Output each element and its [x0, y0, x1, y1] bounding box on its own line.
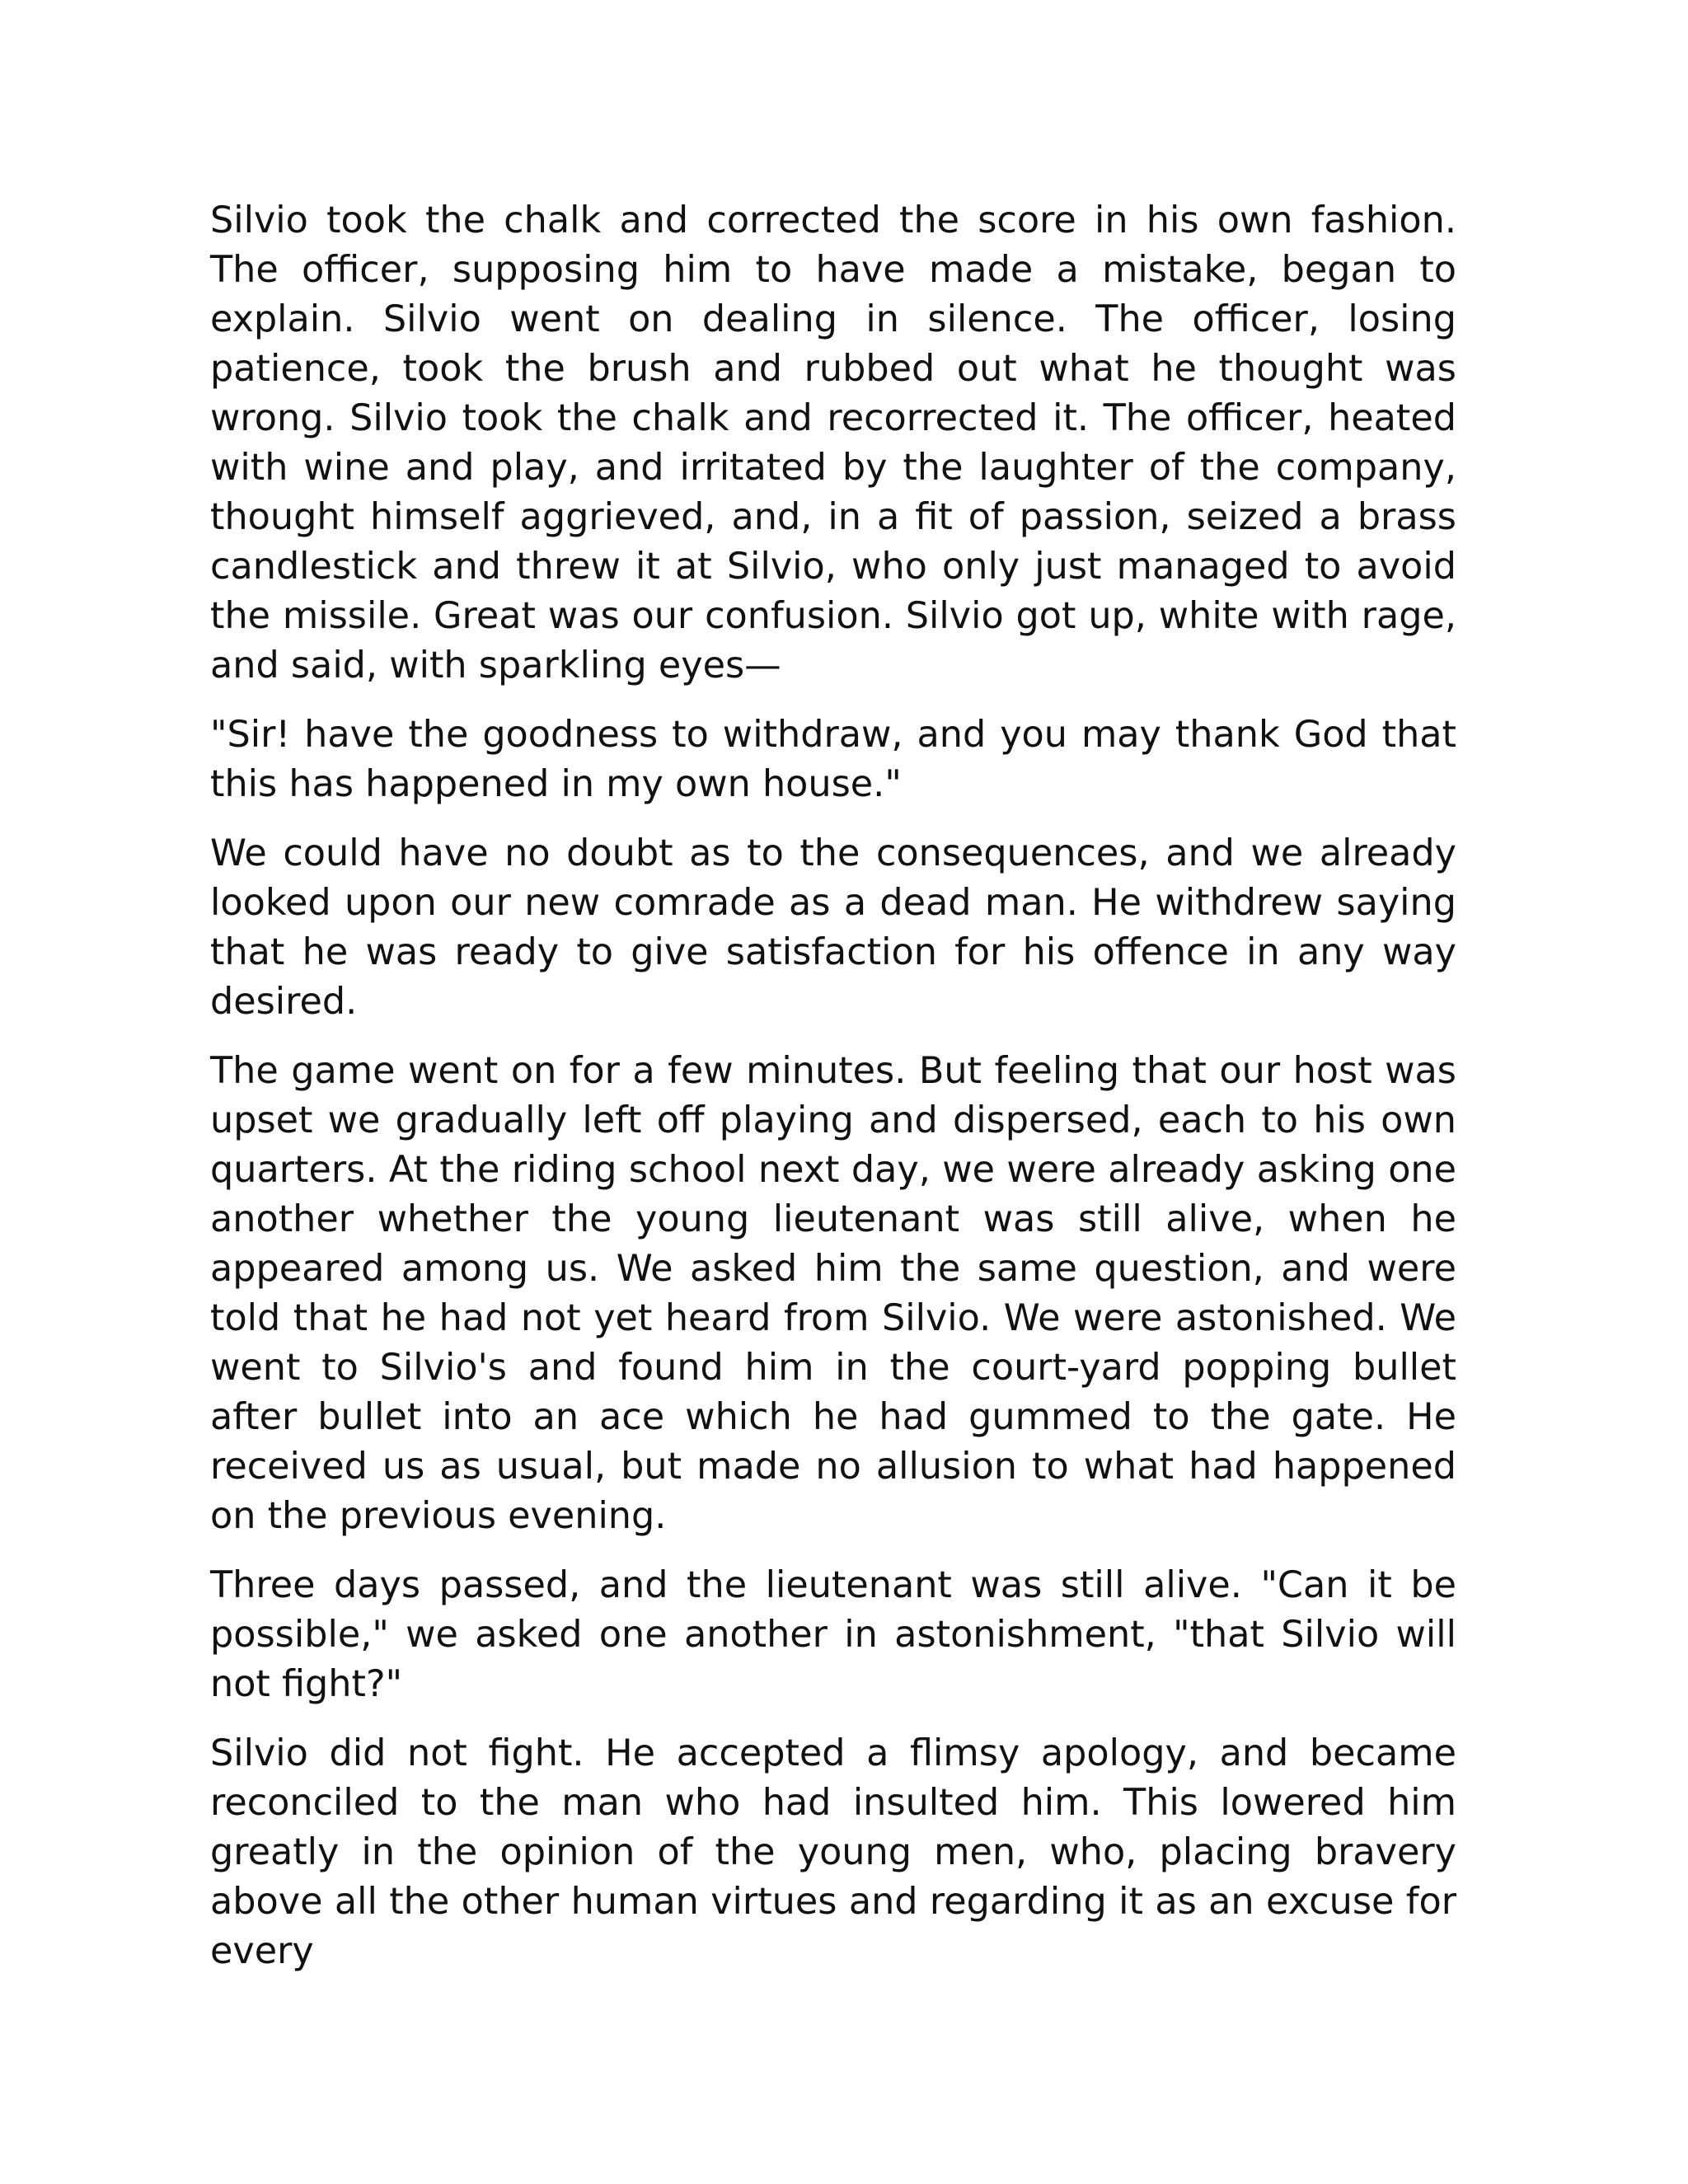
- paragraph-consequences: We could have no doubt as to the consequences, and we already looked upon our new comrade as a dead man. He withdrew saying that he was ready to give satisfaction for his offence in any way desired.: [210, 832, 1456, 1023]
- paragraph-next-day: The game went on for a few minutes. But feeling that our host was upset we gradually left off playing and dispersed, each to his own quarters. At the riding school next day, we were already asking one another whether the young lieutenant was still alive, when he appeared among us. We asked him the same question, and were told that he had not yet heard from Silvio. We were astonished. We went to Silvio's and found him in the court-yard popping bullet after bullet into an ace which he had gummed to the gate. He received us as usual, but made no allusion to what had happened on the previous evening.: [210, 1050, 1456, 1537]
- body-text: [210, 196, 1456, 1976]
- paragraph-candlestick-incident: Silvio took the chalk and corrected the score in his own fashion. The officer, supposing him to have made a mistake, began to explain. Silvio went on dealing in silence. The officer, losing patience, took the brush and rubbed out what he thought was wrong. Silvio took the chalk and recorrected it. The officer, heated with wine and play, and irritated by the laughter of the company, thought himself aggrieved, and, in a fit of passion, seized a brass candlestick and threw it at Silvio, who only just managed to avoid the missile. Great was our confusion. Silvio got up, white with rage, and said, with sparkling eyes—: [210, 199, 1456, 687]
- paragraph-three-days: Three days passed, and the lieutenant was still alive. "Can it be possible," we asked one another in astonishment, "that Silvio will not fight?": [210, 1564, 1456, 1705]
- paragraph-silvio-reply: "Sir! have the goodness to withdraw, and you may thank God that this has happened in my own house.": [210, 714, 1456, 805]
- paragraph-did-not-fight: Silvio did not fight. He accepted a flimsy apology, and became reconciled to the man who had insulted him. This lowered him greatly in the opinion of the young men, who, placing bravery above all the other human virtues and regarding it as an excuse for every: [210, 1732, 1456, 1972]
